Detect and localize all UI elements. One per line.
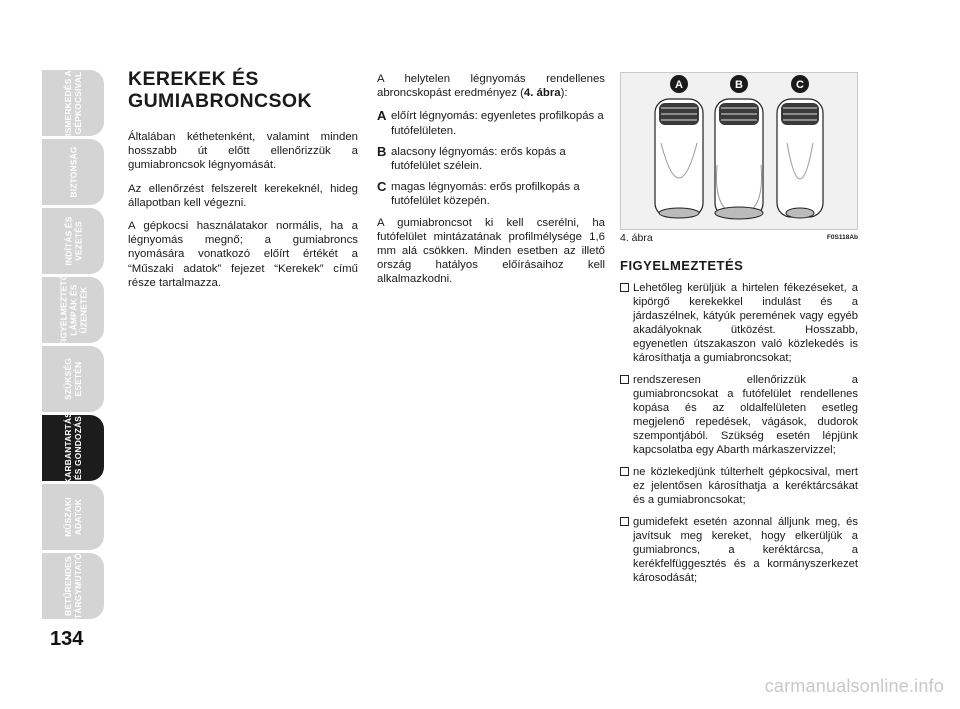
tab-label: MŰSZAKI ADATOK bbox=[63, 497, 83, 537]
column-figure-warning bbox=[620, 72, 858, 593]
list-item bbox=[377, 109, 605, 137]
tire-b-illustration bbox=[715, 99, 763, 219]
paragraph: Általában kéthetenként, valamint minden hosszabb út előtt ellenőrizzük a gumiabroncsok légnyomását. bbox=[128, 131, 358, 172]
tab-biztonsag[interactable] bbox=[42, 139, 104, 205]
tab-muszaki-adatok[interactable] bbox=[42, 484, 104, 550]
title-line-2: GUMIABRONCSOK bbox=[128, 90, 312, 112]
warning-bullet bbox=[620, 515, 858, 585]
figure-reference: 4. ábra bbox=[523, 87, 561, 100]
tire-c-illustration bbox=[777, 99, 823, 218]
badge-c-label: C bbox=[796, 79, 804, 91]
tab-label: ISMERKEDÉS A GÉPKOCSIVAL bbox=[63, 70, 83, 136]
tab-label: BETŰRENDES TÁRGYMUTATÓ bbox=[63, 552, 83, 620]
tab-figyelmezteto-lampak[interactable] bbox=[42, 273, 104, 347]
warning-heading: FIGYELMEZTETÉS bbox=[620, 258, 744, 273]
column-pressure bbox=[377, 72, 605, 296]
tab-label: BIZTONSÁG bbox=[68, 146, 78, 198]
intro-end: ): bbox=[560, 87, 568, 100]
tab-label: INDÍTÁS ÉS VEZETÉS bbox=[63, 216, 83, 266]
item-letter: B bbox=[377, 143, 387, 159]
warning-bullet bbox=[620, 281, 858, 365]
item-text: előírt légnyomás: egyenletes profilkopás a futófelületen. bbox=[391, 110, 604, 137]
page-number: 134 bbox=[50, 628, 84, 650]
title-line-1: KEREKEK ÉS bbox=[128, 68, 259, 90]
paragraph: Az ellenőrzést felszerelt kerekeknél, hideg állapotban kell végezni. bbox=[128, 182, 358, 209]
item-letter: A bbox=[377, 108, 387, 124]
checkbox-bullet-icon bbox=[620, 375, 629, 384]
tire-illustration bbox=[621, 73, 857, 229]
tire-a-illustration bbox=[655, 99, 703, 218]
intro-text: A helytelen légnyomás rendellenes abroncskopást eredményez ( bbox=[377, 73, 605, 100]
badge-a-label: A bbox=[675, 79, 683, 91]
intro-paragraph bbox=[377, 72, 605, 100]
closing-paragraph: A gumiabroncsot ki kell cserélni, ha futófelület mintázatának profilmélysége 1,6 mm alá csökken. Minden esetben az illető ország hatályos előírásaihoz kell alkalmazkodni. bbox=[377, 216, 605, 286]
tire-wear-figure bbox=[620, 72, 858, 230]
column-intro bbox=[128, 68, 358, 299]
warning-bullet bbox=[620, 373, 858, 457]
section-title bbox=[128, 68, 358, 112]
bullet-text: Lehetőleg kerüljük a hirtelen fékezéseket, a kipörgő kerekekkel indulást és a járdaszélnek, kátyúk peremének vagy egyéb akadályoknak ütközést. Hosszabb, egyenetlen útszakaszon való közlekedés is károsíthatja a gumiabroncsokat; bbox=[633, 282, 858, 364]
figure-code: F0S118Ab bbox=[826, 234, 858, 241]
warning-bullet bbox=[620, 465, 858, 507]
watermark: carmanualsonline.info bbox=[764, 676, 944, 696]
tab-betrendes-targymutato[interactable] bbox=[42, 553, 104, 619]
figure-caption: 4. ábra bbox=[620, 232, 653, 244]
tab-label: FIGYELMEZTETŐ LÁMPÁK ÉS ÜZENETEK bbox=[58, 273, 89, 347]
tab-label: SZÜKSÉG ESETÉN bbox=[62, 358, 83, 400]
tab-szukseg-eseten[interactable] bbox=[42, 346, 104, 412]
checkbox-bullet-icon bbox=[620, 467, 629, 476]
figure-caption-row bbox=[620, 232, 858, 246]
bullet-text: ne közlekedjünk túlterhelt gépkocsival, mert ez jelentősen károsíthatja a keréktárcsákat és a gumiabroncsokat; bbox=[633, 466, 858, 506]
tab-label: KARBANTARTÁS ÉS GONDOZÁS bbox=[63, 411, 83, 485]
badge-b-label: B bbox=[735, 79, 743, 91]
tab-karbantartas-es-gondozas[interactable] bbox=[42, 411, 104, 485]
item-text: alacsony légnyomás: erős kopás a futófelület szélein. bbox=[391, 145, 566, 173]
tab-inditas-es-vezetes[interactable] bbox=[42, 208, 104, 274]
item-text: magas légnyomás: erős profilkopás a futófelület közepén. bbox=[391, 181, 580, 208]
checkbox-bullet-icon bbox=[620, 283, 629, 292]
tab-ismerkedes[interactable] bbox=[42, 70, 104, 136]
bullet-text: rendszeresen ellenőrizzük a gumiabroncsokat a futófelület rendellenes kopása és az oldalfelületen esetleg megjelenő repedések, vágások, dudorok szempontjából. Szükség esetén lépjünk kapcsolatba egy Abarth márkaszervizzel; bbox=[633, 374, 858, 456]
paragraph: A gépkocsi használatakor normális, ha a légnyomás megnő; a gumiabroncs nyomására vonatkozó előírt értékét a “Műszaki adatok” fejezet “Kerekek” című része tartalmazza. bbox=[128, 220, 358, 289]
checkbox-bullet-icon bbox=[620, 517, 629, 526]
list-item bbox=[377, 180, 605, 208]
item-letter: C bbox=[377, 179, 387, 195]
bullet-text: gumidefekt esetén azonnal álljunk meg, és javítsuk meg kereket, hogy elkerüljük a gumiabroncs, a keréktárcsa, a kerékfelfüggesztés és a kormányszerkezet károsodását; bbox=[633, 516, 858, 584]
list-item bbox=[377, 145, 605, 173]
